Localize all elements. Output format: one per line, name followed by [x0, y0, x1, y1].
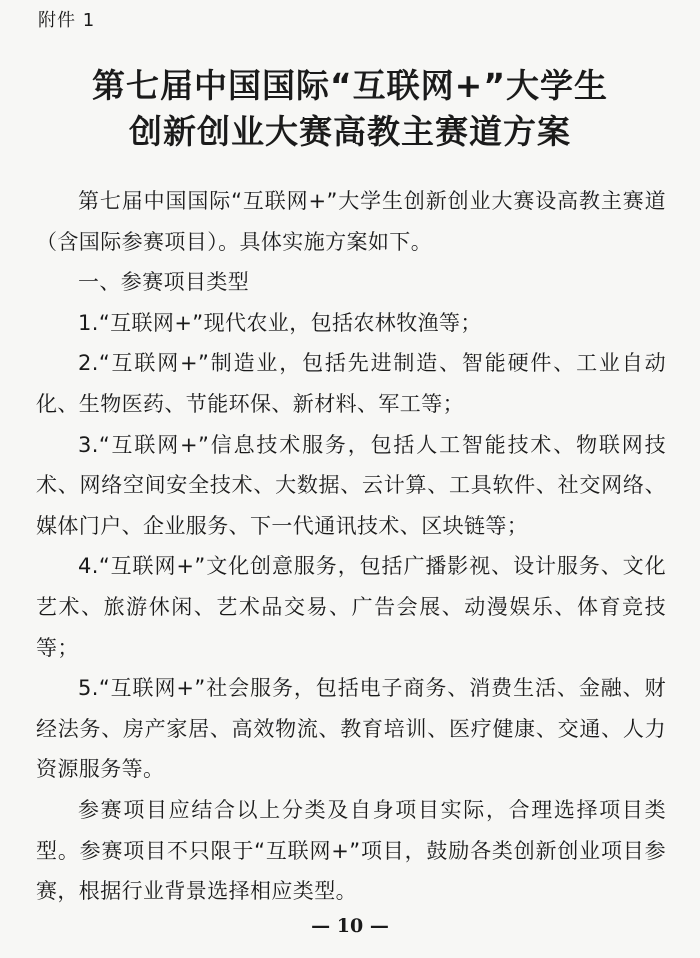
intro-paragraph: 第七届中国国际“互联网+”大学生创新创业大赛设高教主赛道（含国际参赛项目）。具体实施方案如下。	[36, 189, 666, 254]
list-item: 1.“互联网+”现代农业，包括农林牧渔等；	[78, 310, 482, 335]
list-item: 5.“互联网+”社会服务，包括电子商务、消费生活、金融、财经法务、房产家居、高效物流、教育培训、医疗健康、交通、人力资源服务等。	[36, 676, 666, 782]
document-title-line-2: 创新创业大赛高教主赛道方案	[129, 112, 571, 151]
document-title-line-1: 第七届中国国际“互联网+”大学生	[91, 66, 609, 105]
list-item: 3.“互联网+”信息技术服务，包括人工智能技术、物联网技术、网络空间安全技术、大数据、云计算、工具软件、社交网络、媒体门户、企业服务、下一代通讯技术、区块链等；	[36, 432, 666, 538]
list-item: 4.“互联网+”文化创意服务，包括广播影视、设计服务、文化艺术、旅游休闲、艺术品交易、广告会展、动漫娱乐、体育竞技等；	[36, 554, 666, 660]
attachment-label: 附件 1	[38, 10, 96, 31]
document-body	[36, 181, 666, 912]
list-item: 2.“互联网+”制造业，包括先进制造、智能硬件、工业自动化、生物医药、节能环保、新材料、军工等；	[36, 351, 666, 416]
page-number: — 10 —	[311, 915, 389, 937]
section-heading: 一、参赛项目类型	[78, 270, 250, 295]
closing-paragraph: 参赛项目应结合以上分类及自身项目实际，合理选择项目类型。参赛项目不只限于“互联网+”项目，鼓励各类创新创业项目参赛，根据行业背景选择相应类型。	[36, 797, 666, 904]
